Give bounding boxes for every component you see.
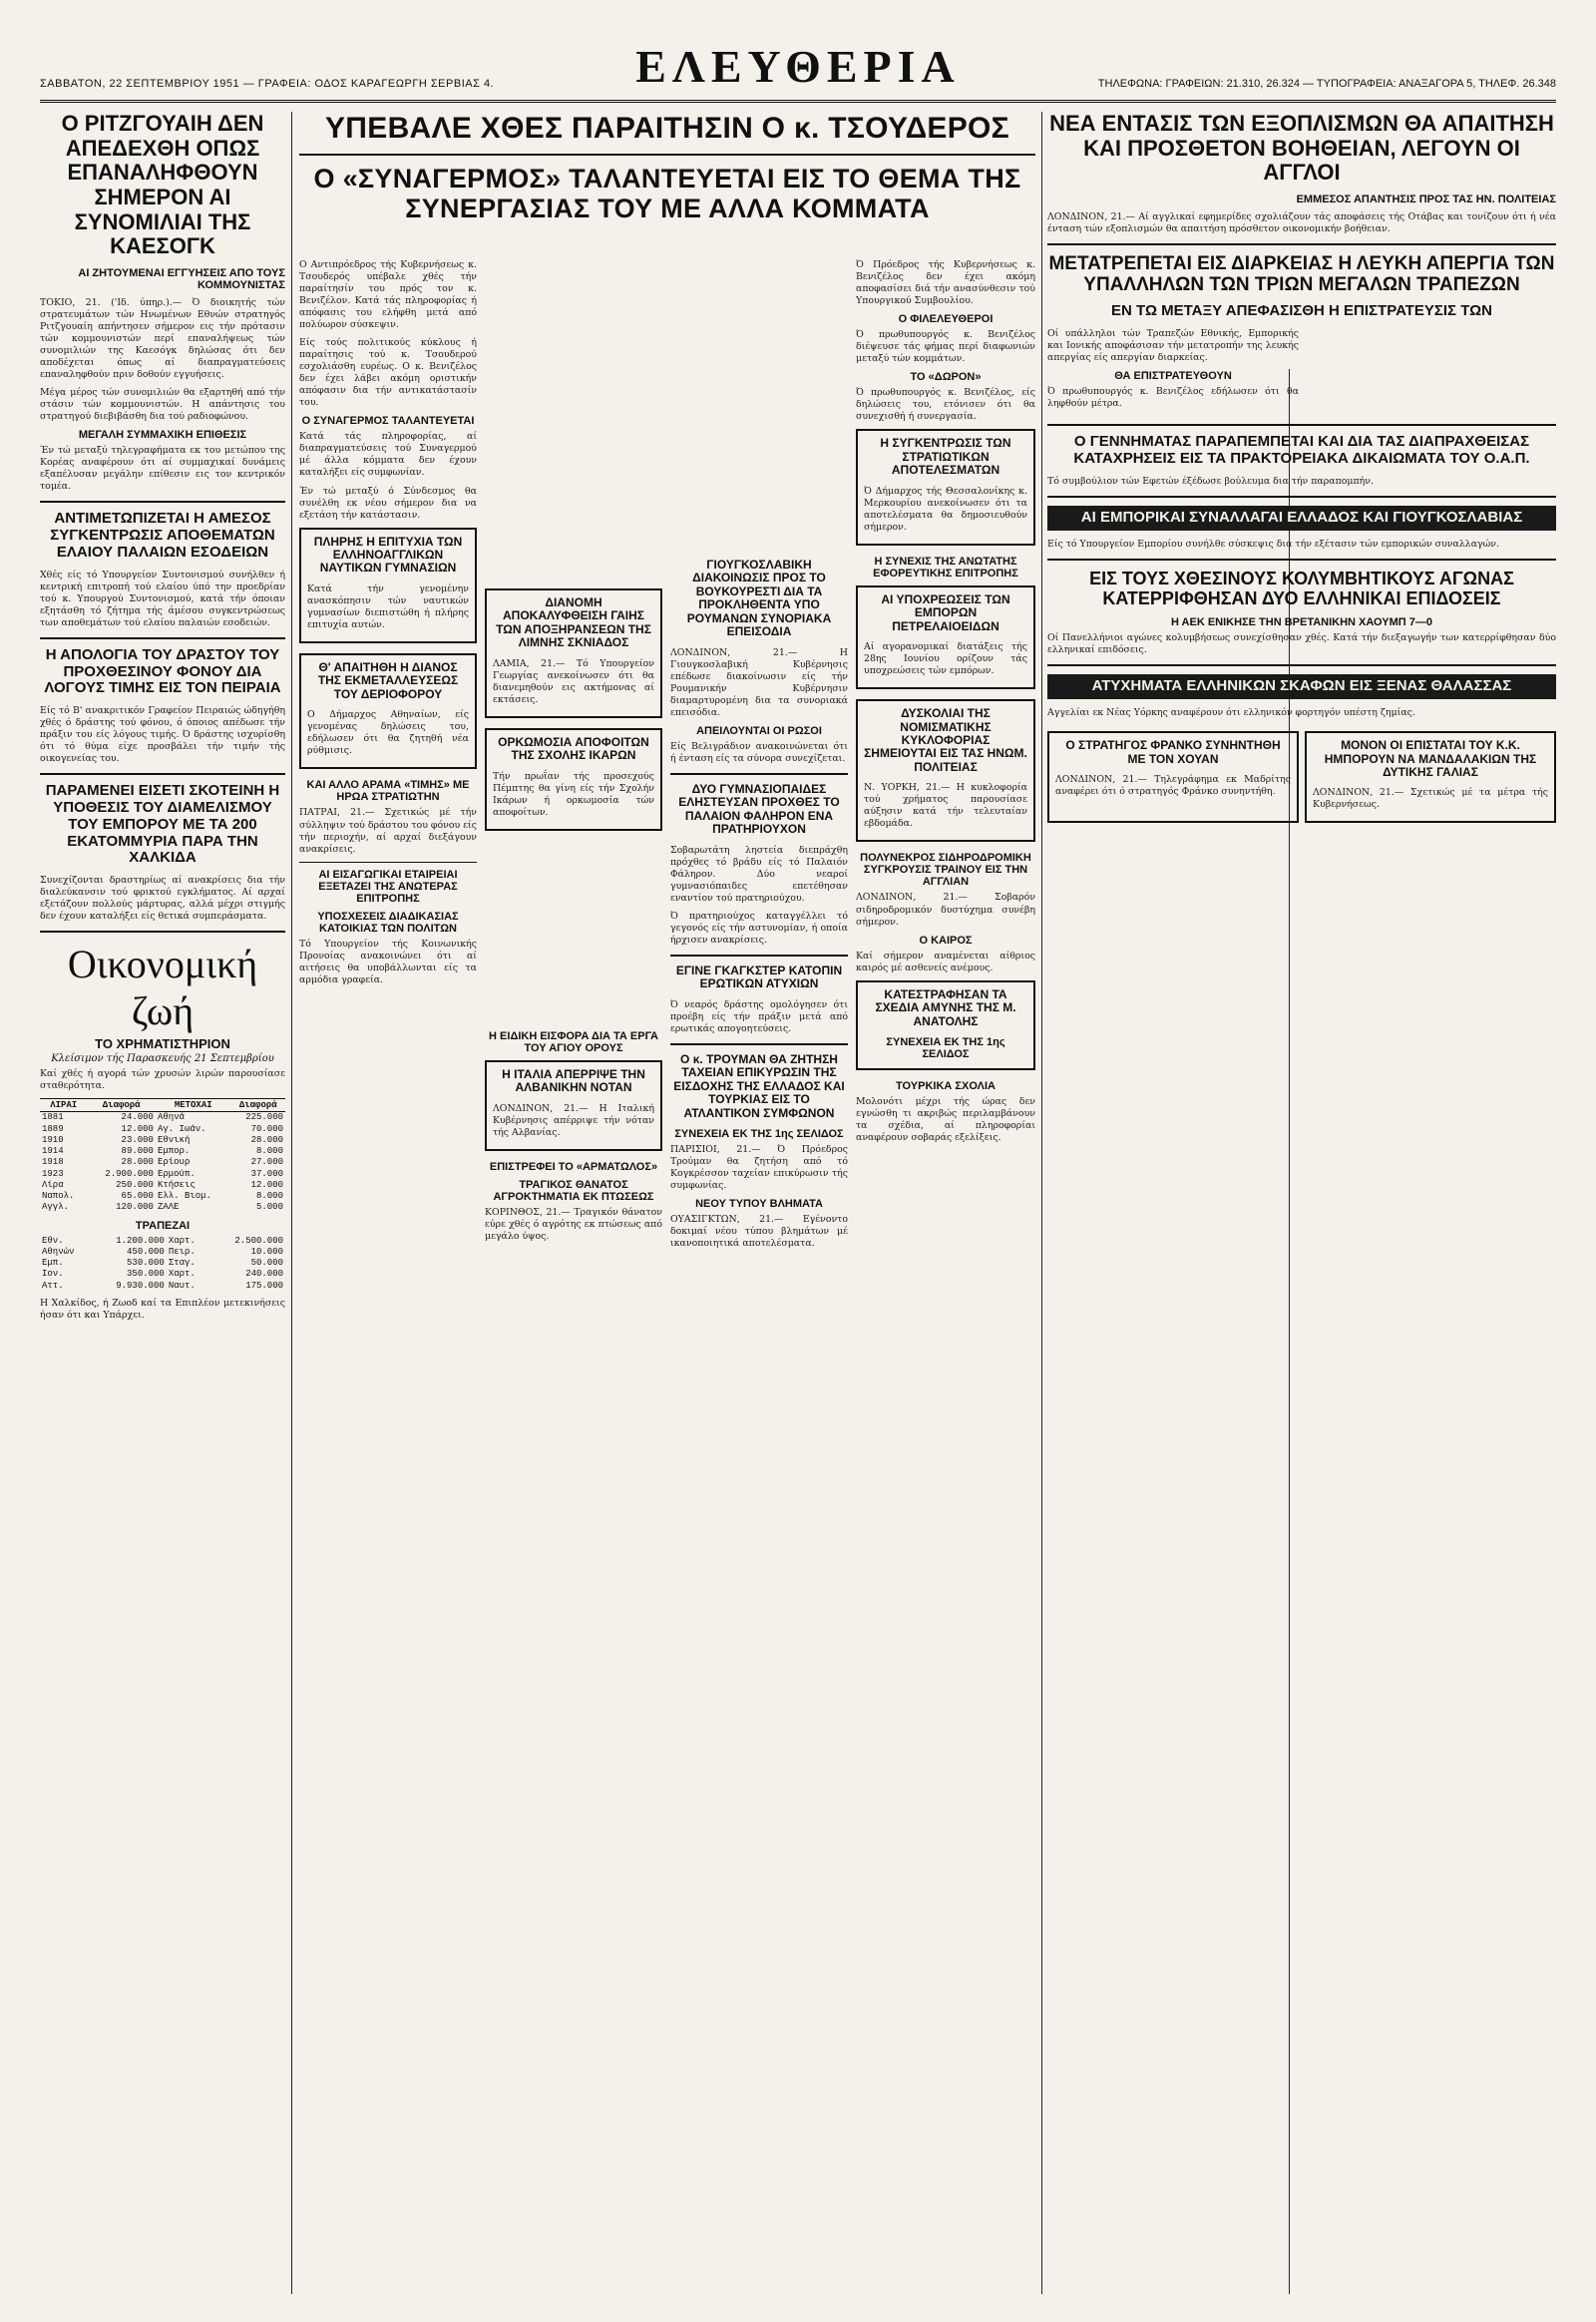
- table-cell: 240.000: [245, 1269, 283, 1280]
- box-headline: ΟΡΚΩΜΟΣΙΑ ΑΠΟΦΟΙΤΩΝ ΤΗΣ ΣΧΟΛΗΣ ΙΚΑΡΩΝ: [498, 734, 649, 763]
- newspaper-title: ΕΛΕΥΘΕΡΙΑ: [635, 41, 961, 92]
- divider: [1047, 424, 1556, 426]
- subheadline: ΑΙ ΖΗΤΟΥΜΕΝΑΙ ΕΓΓΥΗΣΕΙΣ ΑΠΟ ΤΟΥΣ ΚΟΜΜΟΥΝΙΣΤΑΣ: [78, 266, 285, 291]
- headline-ritzgouai: Ο ΡΙΤΖΓΟΥΑΙΗ ΔΕΝ ΑΠΕΔΕΧΘΗ ΟΠΩΣ ΕΠΑΝΑΛΗΦΘΟΥΝ ΣΗΜΕΡΟΝ ΑΙ ΣΥΝΟΜΙΛΙΑΙ ΤΗΣ ΚΑΕΣΟΓΚ: [61, 112, 264, 259]
- table-cell: 1910: [42, 1134, 64, 1145]
- box-headline: ΠΛΗΡΗΣ Η ΕΠΙΤΥΧΙΑ ΤΩΝ ΕΛΛΗΝΟΑΓΓΛΙΚΩΝ ΝΑΥΤΙΚΩΝ ΓΥΜΝΑΣΙΩΝ: [313, 534, 463, 576]
- news-box: [856, 980, 1035, 1070]
- table-cell: 2.900.000: [105, 1168, 154, 1179]
- table-cell: 2.500.000: [234, 1235, 283, 1246]
- table-cell: Αγγλ.: [42, 1202, 70, 1213]
- table-row: [40, 1247, 285, 1258]
- table-cell: Αγ. Ιωάν.: [157, 1123, 206, 1134]
- section-subhead: ΘΑ ΕΠΙΣΤΡΑΤΕΥΘΟΥΝ: [1114, 370, 1232, 383]
- news-box: [299, 653, 477, 769]
- box-headline: Η ΙΤΑΛΙΑ ΑΠΕΡΡΙΨΕ ΤΗΝ ΑΛΒΑΝΙΚΗΝ ΝΟΤΑΝ: [502, 1066, 645, 1095]
- article-text: ΤΟΚΙΟ, 21. ('Ιδ. ύπηρ.).— Ό διοικητής τών στρατευμάτων τών Ηνωμένων Εθνών στρατηγός Ριτζγουαίη απήντησεν σήμερον εις τήν πρότασιν τών κομμουνιστών περί επαναλήψεως τών συνομιλιών της Καεσόγκ δηλώσας ότι δεν αποδέχεται όπως αί διαπραγματεύσεις επαναληφθούν πριν δοθούν εγγυήσεις.: [40, 296, 285, 380]
- table-row: [40, 1169, 285, 1180]
- article-text: Τό Υπουργείον τής Κοινωνικής Προνοίας ανακοινώνει ότι αί αιτήσεις θα υποβάλλωνται είς τα αρμόδια γραφεία.: [299, 938, 477, 985]
- table-cell: Ερμούπ.: [157, 1168, 196, 1179]
- table-cell: Εθν.: [42, 1235, 64, 1246]
- table-cell: Ελλ. Βιομ.: [157, 1191, 211, 1202]
- table-cell: 12.000: [121, 1123, 154, 1134]
- column-2: [299, 259, 477, 2294]
- divider: [670, 773, 848, 775]
- section-subhead: ΠΟΛΥΝΕΚΡΟΣ ΣΙΔΗΡΟΔΡΟΜΙΚΗ ΣΥΓΚΡΟΥΣΙΣ ΤΡΑΙΝΟΥ ΕΙΣ ΤΗΝ ΑΓΓΛΙΑΝ: [860, 852, 1031, 889]
- news-box: [485, 728, 662, 831]
- section-subhead: Ο ΦΙΛΕΛΕΥΘΕΡΟΙ: [898, 313, 994, 326]
- headline-gymnasiopaides: ΔΥΟ ΓΥΜΝΑΣΙΟΠΑΙΔΕΣ ΕΛΗΣΤΕΥΣΑΝ ΠΡΟΧΘΕΣ ΤΟ ΠΑΛΑΙΟΝ ΦΑΛΗΡΟΝ ΕΝΑ ΠΡΑΤΗΡΙΟΥΧΟΝ: [678, 781, 840, 837]
- box-text: Αί αγορανομικαί διατάξεις τής 28ης Ιουνίου ορίζουν τάς υποχρεώσεις τών εμπόρων.: [864, 641, 1027, 677]
- divider: [1047, 559, 1556, 561]
- table-cell: 1.200.000: [116, 1235, 165, 1246]
- section-subhead: Ο ΚΑΙΡΟΣ: [919, 934, 973, 947]
- table-header: Διαφορά: [231, 1099, 285, 1112]
- article-text: Ο Αντιπρόεδρος τής Κυβερνήσεως κ. Τσουδερός υπέβαλε χθές τήν παραίτησίν του πρός τον κ. Βενιζέλον. Κατά τάς πληροφορίας ή απόφασις του ελήφθη μετά από πολύωρον σύσκεψιν.: [299, 259, 477, 331]
- table-cell: 1918: [42, 1157, 64, 1168]
- box-text: ΛΟΝΔΙΝΟΝ, 21.— Σχετικώς μέ τα μέτρα τής Κυβερνήσεως.: [1313, 787, 1548, 811]
- stock-exchange-title: ΤΟ ΧΡΗΜΑΤΙΣΤΗΡΙΟΝ: [95, 1036, 230, 1052]
- divider: [670, 955, 848, 957]
- banks-table: [40, 1236, 285, 1292]
- table-cell: 27.000: [250, 1157, 283, 1168]
- article-text: Είς Βελιγράδιον ανακοινώνεται ότι ή ένταση είς τα σύνορα συνεχίζεται.: [670, 740, 848, 764]
- table-cell: 8.000: [255, 1191, 283, 1202]
- box-headline: ΑΙ ΥΠΟΧΡΕΩΣΕΙΣ ΤΩΝ ΕΜΠΟΡΩΝ ΠΕΤΡΕΛΑΙΟΕΙΔΩΝ: [881, 591, 1010, 633]
- table-row: [40, 1202, 285, 1213]
- table-row: [40, 1146, 285, 1157]
- article-text: Συνεχίζονται δραστηρίως αί ανακρίσεις δια τήν διαλεύκανσιν τού φρικτού εγκλήματος. Αί αρχαί εξετάζουν πολλούς μάρτυρας, αλλά μέχρι στιγμής δεν έχουν καταλήξει είς θετικά συμπεράσματα.: [40, 875, 285, 923]
- table-cell: Κτήσεις: [157, 1179, 196, 1190]
- article-text: Κατά τάς πληροφορίας, αί διαπραγματεύσεις τού Συναγερμού μέ άλλα κόμματα δεν έχουν καταλήξει είς συμφωνίαν.: [299, 431, 477, 479]
- table-cell: ΖΑΛΕ: [157, 1202, 180, 1213]
- article-text: ΛΟΝΔΙΝΟΝ, 21.— Αί αγγλικαί εφημερίδες σχολιάζουν τάς αποφάσεις τής Οτάβας και τονίζουν ότι ή νέα ένταση τών εξοπλισμών θα απαιτήση πρόσθετον οικονομικήν βοήθειαν.: [1047, 210, 1556, 234]
- article-text: ΠΑΤΡΑΙ, 21.— Σχετικώς μέ τήν σύλληψιν τού δράστου του φόνου είς τήν περιοχήν, αί αρχαί διεξάγουν ανακρίσεις.: [299, 807, 477, 855]
- article-text: Ό πρωθυπουργός κ. Βενιζέλος διέψευσε τάς φήμας περί διαφωνιών μεταξύ τών κομμάτων.: [856, 329, 1035, 365]
- table-cell: Αθηνά: [157, 1112, 185, 1123]
- divider: [299, 154, 1035, 156]
- table-cell: Ναυτ.: [168, 1280, 196, 1291]
- table-cell: Λίρα: [42, 1179, 64, 1190]
- article-text: Έν τώ μεταξύ ό Σύνδεσμος θα συνέλθη εκ νέου σήμερον δια να εξετάση τήν κατάστασιν.: [299, 485, 477, 521]
- article-text: Καί σήμερον αναμένεται αίθριος καιρός μέ ασθενείς ανέμους.: [856, 950, 1035, 973]
- table-cell: 5.000: [255, 1202, 283, 1213]
- section-subhead: Ο ΣΥΝΑΓΕΡΜΟΣ ΤΑΛΑΝΤΕΥΕΤΑΙ: [301, 415, 475, 428]
- table-header: ΜΕΤΟΧΑΙ: [156, 1099, 231, 1112]
- table-row: [40, 1269, 285, 1280]
- subheadline: ΕΜΜΕΣΟΣ ΑΠΑΝΤΗΣΙΣ ΠΡΟΣ ΤΑΣ ΗΝ. ΠΟΛΙΤΕΙΑΣ: [1296, 193, 1556, 205]
- table-cell: 23.000: [121, 1134, 154, 1145]
- divider: [299, 862, 477, 863]
- box-text: ΛΟΝΔΙΝΟΝ, 21.— Η Ιταλική Κυβέρνησις απέρριψε τήν νόταν τής Αλβανίας.: [493, 1102, 654, 1138]
- news-box: [1305, 731, 1556, 823]
- box-headline: Η ΣΥΓΚΕΝΤΡΩΣΙΣ ΤΩΝ ΣΤΡΑΤΙΩΤΙΚΩΝ ΑΠΟΤΕΛΕΣΜΑΤΩΝ: [880, 436, 1011, 478]
- article-text: Είς τό Β' ανακριτικόν Γραφείον Πειραιώς ώδηγήθη χθές ό δράστης τού φόνου, ό όποιος απέδωσε τήν πράξιν του είς λόγους τιμής. Ό δράστης ισχυρίσθη ότι τό θύμα είχε προσβάλει τήν τιμήν τής οικογενείας του.: [40, 705, 285, 765]
- center-banner: [299, 112, 1035, 251]
- section-subhead: ΕΠΙΣΤΡΕΦΕΙ ΤΟ «ΑΡΜΑΤΩΛΟΣ»: [489, 1160, 658, 1173]
- table-cell: Ερίουρ: [157, 1157, 191, 1168]
- table-row: [40, 1135, 285, 1146]
- main-headline: Ο «ΣΥΝΑΓΕΡΜΟΣ» ΤΑΛΑΝΤΕΥΕΤΑΙ ΕΙΣ ΤΟ ΘΕΜΑ ΤΗΣ ΣΥΝΕΡΓΑΣΙΑΣ ΤΟΥ ΜΕ ΑΛΛΑ ΚΟΜΜΑΤΑ: [313, 163, 1021, 223]
- continuation-note: ΣΥΝΕΧΕΙΑ ΕΚ ΤΗΣ 1ης ΣΕΛΙΔΟΣ: [886, 1035, 1005, 1060]
- table-cell: 65.000: [121, 1191, 154, 1202]
- table-cell: Χαρτ.: [168, 1235, 196, 1246]
- table-cell: 37.000: [250, 1168, 283, 1179]
- table-cell: 9.930.000: [116, 1280, 165, 1291]
- table-cell: 70.000: [250, 1123, 283, 1134]
- box-headline: ΔΙΑΝΟΜΗ ΑΠΟΚΑΛΥΦΘΕΙΣΗ ΓΑΙΗΣ ΤΩΝ ΑΠΟΞΗΡΑΝΣΕΩΝ ΤΗΣ ΛΙΜΝΗΣ ΣΚΝΙΑΔΟΣ: [496, 595, 651, 650]
- article-text: Ό πρωθυπουργός κ. Βενιζέλος, είς δηλώσεις του, ετόνισεν ότι θα συνεχισθή ή συνεργασία.: [856, 387, 1035, 423]
- headline-gennimatas: Ο ΓΕΝΝΗΜΑΤΑΣ ΠΑΡΑΠΕΜΠΕΤΑΙ ΚΑΙ ΔΙΑ ΤΑΣ ΔΙΑΠΡΑΧΘΕΙΣΑΣ ΚΑΤΑΧΡΗΣΕΙΣ ΕΙΣ ΤΑ ΠΡΑΚΤΟΡΕΙΑΚΑ ΔΙΚΑΙΩΜΑΤΑ ΤΟΥ Ο.Α.Π.: [1073, 433, 1530, 468]
- table-row: [40, 1281, 285, 1292]
- headline-diamelismos: ΠΑΡΑΜΕΝΕΙ ΕΙΣΕΤΙ ΣΚΟΤΕΙΝΗ Η ΥΠΟΘΕΣΙΣ ΤΟΥ ΔΙΑΜΕΛΙΣΜΟΥ ΤΟΥ ΕΜΠΟΡΟΥ ΜΕ ΤΑ 200 ΕΚΑΤΟΜΜΥΡΙΑ ΠΑΡΑ ΤΗΝ ΧΑΛΚΙΔΑ: [45, 782, 280, 867]
- article-text: ΟΥΑΣΙΓΚΤΩΝ, 21.— Εγένοντο δοκιμαί νέου τύπου βλημάτων μέ ικανοποιητικά αποτελέσματα.: [670, 1214, 848, 1250]
- article-text: Έν τώ μεταξύ τηλεγραφήματα εκ του μετώπου της Κορέας αναφέρουν ότι αί συμμαχικαί δυνάμεις εξαπέλυσαν μεγάλην επίθεσιν εις τον κεντρικόν τομέα.: [40, 445, 285, 493]
- masthead-date-address: ΣΑΒΒΑΤΟΝ, 22 ΣΕΠΤΕΜΒΡΙΟΥ 1951 — ΓΡΑΦΕΙΑ: ΟΔΟΣ ΚΑΡΑΓΕΩΡΓΗ ΣΕΡΒΙΑΣ 4.: [40, 78, 495, 90]
- headline-gangster: ΕΓΙΝΕ ΓΚΑΓΚΣΤΕΡ ΚΑΤΟΠΙΝ ΕΡΩΤΙΚΩΝ ΑΤΥΧΙΩΝ: [675, 963, 843, 991]
- table-cell: 50.000: [250, 1258, 283, 1269]
- news-box: [1047, 731, 1299, 823]
- table-cell: 1914: [42, 1146, 64, 1157]
- table-cell: 530.000: [127, 1258, 165, 1269]
- banks-subhead: ΤΡΑΠΕΖΑΙ: [135, 1219, 191, 1232]
- table-cell: Χαρτ.: [168, 1269, 196, 1280]
- table-row: [40, 1112, 285, 1124]
- article-text: Είς τούς πολιτικούς κύκλους ή παραίτησις τού κ. Τσουδερού εσχολιάσθη ευρέως. Ο κ. Βενιζέλος δεν έχει λάβει ακόμη οριστικήν απόφασιν δια τήν αντικατάστασίν του.: [299, 337, 477, 409]
- stock-exchange-date: Κλείσιμον τής Παρασκευής 21 Σεπτεμβρίου: [51, 1053, 274, 1065]
- box-headline: Ο ΣΤΡΑΤΗΓΟΣ ΦΡΑΝΚΟ ΣΥΝΗΝΤΗΘΗ ΜΕ ΤΟΝ ΧΟΥΑΝ: [1065, 738, 1281, 766]
- article-text: Οί Πανελλήνιοι αγώνες κολυμβήσεως συνεχίσθησαν χθές. Κατά τήν διεξαγωγήν των κατερρίφθησαν δύο ελληνικαί επιδόσεις.: [1047, 632, 1556, 656]
- headline-elaiou: ΑΝΤΙΜΕΤΩΠΙΖΕΤΑΙ Η ΑΜΕΣΟΣ ΣΥΓΚΕΝΤΡΩΣΙΣ ΑΠΟΘΕΜΑΤΩΝ ΕΛΑΙΟΥ ΠΑΛΑΙΩΝ ΕΣΟΔΕΙΩΝ: [50, 510, 275, 561]
- column-divider: [291, 112, 292, 2294]
- article-text: Ό νεαρός δράστης ομολόγησεν ότι προέβη είς τήν πράξιν μετά από ερωτικάς απογοητεύσεις.: [670, 998, 848, 1034]
- table-cell: 350.000: [127, 1269, 165, 1280]
- bottom-boxes: [1047, 725, 1556, 833]
- table-cell: 1889: [42, 1123, 64, 1134]
- divider: [1047, 664, 1556, 666]
- table-cell: Εθνική: [157, 1134, 191, 1145]
- table-cell: 175.000: [245, 1280, 283, 1291]
- table-cell: Πειρ.: [168, 1246, 196, 1257]
- box-headline: ΚΑΤΕΣΤΡΑΦΗΣΑΝ ΤΑ ΣΧΕΔΙΑ ΑΜΥΝΗΣ ΤΗΣ Μ. ΑΝΑΤΟΛΗΣ: [875, 986, 1016, 1028]
- article-text: ΛΟΝΔΙΝΟΝ, 21.— Η Γιουγκοσλαβική Κυβέρνησις επέδωσε διακοίνωσιν είς τήν Ρουμανικήν Κυβέρνησιν διαμαρτυρομένη δια τα συνοριακά επεισόδια.: [670, 646, 848, 718]
- table-cell: 8.000: [255, 1146, 283, 1157]
- box-headline: Θ' ΑΠΑΙΤΗΘΗ Η ΔΙΑΝΟΣ ΤΗΣ ΕΚΜΕΤΑΛΛΕΥΣΕΩΣ ΤΟΥ ΔΕΡΙΟΦΟΡΟΥ: [317, 660, 459, 701]
- article-text: ΠΑΡΙΣΙΟΙ, 21.— Ό Πρόεδρος Τρούμαν θα ζητήση από τό Κογκρέσσον ταχείαν επικύρωσιν τής συμφωνίας.: [670, 1144, 848, 1192]
- section-subhead: ΤΟ «ΔΩΡΟΝ»: [910, 371, 982, 384]
- section-subhead: ΝΕΟΥ ΤΥΠΟΥ ΒΛΗΜΑΤΑ: [695, 1198, 823, 1211]
- section-subhead: ΥΠΟΣΧΕΣΕΙΣ ΔΙΑΔΙΚΑΣΙΑΣ ΚΑΤΟΙΚΙΑΣ ΤΩΝ ΠΟΛΙΤΩΝ: [317, 910, 459, 935]
- financial-title: Οικονομική ζωή: [67, 942, 258, 1034]
- column-4: [670, 259, 848, 2294]
- headline-kolymvisi: ΕΙΣ ΤΟΥΣ ΧΘΕΣΙΝΟΥΣ ΚΟΛΥΜΒΗΤΙΚΟΥΣ ΑΓΩΝΑΣ ΚΑΤΕΡΡΙΦΘΗΣΑΝ ΔΥΟ ΕΛΛΗΝΙΚΑΙ ΕΠΙΔΟΣΕΙΣ: [1089, 568, 1514, 609]
- financial-section: [40, 941, 285, 1322]
- divider: [670, 1043, 848, 1045]
- article-text: Μέγα μέρος τών συνομιλιών θα εξαρτηθή από τήν στάσιν τών κομμουνιστών. Η απάντησις του στρατηγού διεβιβάσθη δια τού ραδιοφώνου.: [40, 386, 285, 423]
- masthead: [40, 40, 1556, 103]
- table-row: [40, 1191, 285, 1202]
- divider: [40, 773, 285, 775]
- section-subhead: ΜΕΓΑΛΗ ΣΥΜΜΑΧΙΚΗ ΕΠΙΘΕΣΙΣ: [78, 429, 247, 442]
- table-cell: Εμπορ.: [157, 1146, 191, 1157]
- headline-yugoslav: ΓΙΟΥΓΚΟΣΛΑΒΙΚΗ ΔΙΑΚΟΙΝΩΣΙΣ ΠΡΟΣ ΤΟ ΒΟΥΚΟΥΡΕΣΤΙ ΔΙΑ ΤΑ ΠΡΟΚΛΗΘΕΝΤΑ ΥΠΟ ΡΟΥΜΑΝΩΝ ΣΥΝΟΡΙΑΚΑ ΕΠΕΙΣΟΔΙΑ: [686, 558, 832, 639]
- box-text: ΛΟΝΔΙΝΟΝ, 21.— Τηλεγράφημα εκ Μαδρίτης αναφέρει ότι ό στρατηγός Φράνκο συνηντήθη.: [1055, 773, 1291, 797]
- table-row: [40, 1157, 285, 1168]
- banner-headline: ΥΠΕΒΑΛΕ ΧΘΕΣ ΠΑΡΑΙΤΗΣΙΝ Ο κ. ΤΣΟΥΔΕΡΟΣ: [324, 112, 1009, 145]
- news-box: [299, 528, 477, 643]
- section-subhead: ΑΠΕΙΛΟΥΝΤΑΙ ΟΙ ΡΩΣΟΙ: [696, 724, 822, 737]
- article-text: Οί υπάλληλοι τών Τραπεζών Εθνικής, Εμπορικής και Ιονικής αποφάσισαν τήν μετατροπήν της λευκής απεργίας είς απεργίαν διαρκείας.: [1047, 328, 1299, 364]
- headline-synallagai: ΑΙ ΕΜΠΟΡΙΚΑΙ ΣΥΝΑΛΛΑΓΑΙ ΕΛΛΑΔΟΣ ΚΑΙ ΓΙΟΥΓΚΟΣΛΑΒΙΑΣ: [1047, 506, 1556, 531]
- box-text: Κατά τήν γενομένην ανασκόπησιν τών ναυτικών γυμνασίων διεπιστώθη ή πλήρης επιτυχία αυτών.: [307, 582, 469, 630]
- financial-footer: Η Χαλκίδος, ή Ζωοδ καί τα Επιπλέον μετεκινήσεις ήσαν ότι και Υπάρχει.: [40, 1297, 285, 1321]
- table-cell: 24.000: [121, 1112, 154, 1123]
- financial-intro: Καί χθές ή αγορά τών χρυσών λιρών παρουσίασε σταθερότητα.: [40, 1068, 285, 1092]
- news-box: [856, 699, 1035, 842]
- article-text: Τό συμβούλιον τών Εφετών έξέδωσε βούλευμα δια τήν παραπομπήν.: [1047, 476, 1374, 488]
- box-text: Ν. ΥΟΡΚΗ, 21.— Η κυκλοφορία τού χρήματος παρουσίασε αύξησιν κατά τήν τελευταίαν εβδομάδα.: [864, 782, 1027, 830]
- table-header: ΛΙΡΑΙ: [40, 1099, 87, 1112]
- section-subhead: ΚΑΙ ΑΛΛΟ ΑΡΑΜΑ «ΤΙΜΗΣ» ΜΕ ΗΡΩΑ ΣΤΡΑΤΙΩΤΗΝ: [306, 779, 470, 804]
- headline-apologia: Η ΑΠΟΛΟΓΙΑ ΤΟΥ ΔΡΑΣΤΟΥ ΤΟΥ ΠΡΟΧΘΕΣΙΝΟΥ ΦΟΝΟΥ ΔΙΑ ΛΟΓΟΥΣ ΤΙΜΗΣ ΕΙΣ ΤΟΝ ΠΕΙΡΑΙΑ: [44, 645, 281, 697]
- continuation-note: ΣΥΝΕΧΕΙΑ ΕΚ ΤΗΣ 1ης ΣΕΛΙΔΟΣ: [674, 1128, 844, 1141]
- box-text: Ο Δήμαρχος Αθηναίων, είς γενομένας δηλώσεις του, εδήλωσεν ότι θα ζητηθή νέα ρύθμισις.: [307, 709, 469, 757]
- newspaper-page: [40, 40, 1556, 2294]
- article-text: Ό Πρόεδρος τής Κυβερνήσεως κ. Βενιζέλος δεν έχει ακόμη αποφασίσει διά τήν ανασύνθεσιν τού Υπουργικού Συμβουλίου.: [856, 259, 1035, 307]
- two-col-text: [1047, 328, 1556, 416]
- subheadline-apergia: ΕΝ ΤΩ ΜΕΤΑΞΥ ΑΠΕΦΑΣΙΣΘΗ Η ΕΠΙΣΤΡΑΤΕΥΣΙΣ ΤΩΝ: [1111, 302, 1492, 320]
- article-text: Αγγελίαι εκ Νέας Υόρκης αναφέρουν ότι ελληνικόν φορτηγόν υπέστη ζημίας.: [1047, 707, 1415, 719]
- masthead-phones: ΤΗΛΕΦΩΝΑ: ΓΡΑΦΕΙΩΝ: 21.310, 26.324 — ΤΥΠΟΓΡΑΦΕΙΑ: ΑΝΑΞΑΓΟΡΑ 5, ΤΗΛΕΦ. 26.348: [1097, 78, 1556, 90]
- headline-truman: Ο κ. ΤΡΟΥΜΑΝ ΘΑ ΖΗΤΗΣΗ ΤΑΧΕΙΑΝ ΕΠΙΚΥΡΩΣΙΝ ΤΗΣ ΕΙΣΔΟΧΗΣ ΤΗΣ ΕΛΛΑΔΟΣ ΚΑΙ ΤΟΥΡΚΙΑΣ ΕΙΣ ΤΟ ΑΤΛΑΝΤΙΚΟΝ ΣΥΜΦΩΝΟΝ: [673, 1051, 845, 1120]
- table-cell: 28.000: [121, 1157, 154, 1168]
- news-box: [856, 585, 1035, 689]
- article-text: Ό πρωθυπουργός κ. Βενιζέλος εδήλωσεν ότι θα ληφθούν μέτρα.: [1047, 386, 1299, 410]
- headline-atyximata: ΑΤΥΧΗΜΑΤΑ ΕΛΛΗΝΙΚΩΝ ΣΚΑΦΩΝ ΕΙΣ ΞΕΝΑΣ ΘΑΛΑΣΣΑΣ: [1047, 674, 1556, 699]
- article-text: Ό πρατηριούχος καταγγέλλει τό γεγονός είς τήν αστυνομίαν, ή οποία ήρχισεν ανακρίσεις.: [670, 910, 848, 946]
- headline-exoplismoi: ΝΕΑ ΕΝΤΑΣΙΣ ΤΩΝ ΕΞΟΠΛΙΣΜΩΝ ΘΑ ΑΠΑΙΤΗΣΗ ΚΑΙ ΠΡΟΣΘΕΤΟΝ ΒΟΗΘΕΙΑΝ, ΛΕΓΟΥΝ ΟΙ ΑΓΓΛΟΙ: [1049, 112, 1554, 186]
- table-header: Διαφορά: [87, 1099, 156, 1112]
- table-cell: 89.000: [121, 1146, 154, 1157]
- table-cell: Ναπολ.: [42, 1191, 75, 1202]
- table-row: [40, 1180, 285, 1191]
- article-text: ΛΟΝΔΙΝΟΝ, 21.— Σοβαρόν σιδηροδρομικόν δυστύχημα συνέβη σήμερον.: [856, 892, 1035, 928]
- news-box: [485, 1060, 662, 1151]
- table-cell: Αθηνών: [42, 1246, 75, 1257]
- prices-table: [40, 1098, 285, 1213]
- column-3: [485, 259, 662, 2294]
- box-headline: ΔΥΣΚΟΛΙΑΙ ΤΗΣ ΝΟΜΙΣΜΑΤΙΚΗΣ ΚΥΚΛΟΦΟΡΙΑΣ ΣΗΜΕΙΟΥΤΑΙ ΕΙΣ ΤΑΣ ΗΝΩΜ. ΠΟΛΙΤΕΙΑΣ: [864, 706, 1027, 774]
- table-cell: 10.000: [250, 1246, 283, 1257]
- news-box: [485, 588, 662, 718]
- table-cell: 1881: [42, 1112, 64, 1123]
- article-text: Μολονότι μέχρι τής ώρας δεν εγνώσθη τι ακριβώς περιλαμβάνουν τα σχέδια, αί πληροφορίαι αναφέρουν σοβαράς εξελίξεις.: [856, 1095, 1035, 1144]
- table-cell: 1923: [42, 1168, 64, 1179]
- news-box: [856, 429, 1035, 545]
- column-divider: [1041, 112, 1042, 2294]
- article-text: Χθές είς τό Υπουργείον Συντονισμού συνήλθεν ή κεντρική επιτροπή τού ελαίου ύπό την προεδρίαν τού κ. Υπουργού Συντονισμού, κατά τήν όποιαν εξητάσθη τό ζήτημα τής άμέσου συγκεντρώσεως των αποθεμάτων τού ελαίου παλαιών εσοδειών.: [40, 569, 285, 628]
- table-cell: Εμπ.: [42, 1258, 64, 1269]
- section-subhead: Η ΣΥΝΕΧΙΣ ΤΗΣ ΑΝΩΤΑΤΗΣ ΕΦΟΡΕΥΤΙΚΗΣ ΕΠΙΤΡΟΠΗΣ: [873, 555, 1018, 580]
- divider: [1047, 496, 1556, 498]
- box-text: ΛΑΜΙΑ, 21.— Τό Υπουργείον Γεωργίας ανεκοίνωσεν ότι θα διανεμηθούν εις ακτήμονας αί εκτάσεις.: [493, 657, 654, 705]
- section-subhead: ΤΡΑΓΙΚΟΣ ΘΑΝΑΤΟΣ ΑΓΡΟΚΤΗΜΑΤΙΑ ΕΚ ΠΤΩΣΕΩΣ: [493, 1178, 654, 1203]
- column-1: [40, 112, 285, 2294]
- table-cell: Σταγ.: [168, 1258, 196, 1269]
- column-5: [856, 259, 1035, 2294]
- divider: [1047, 243, 1556, 245]
- box-headline: ΜΟΝΟΝ ΟΙ ΕΠΙΣΤΑΤΑΙ ΤΟΥ Κ.Κ. ΗΜΠΟΡΟΥΝ ΝΑ ΜΑΝΔΑΛΑΚΙΩΝ ΤΗΣ ΔΥΤΙΚΗΣ ΓΑΛΙΑΣ: [1324, 738, 1537, 779]
- section-subhead: ΑΙ ΕΙΣΑΓΩΓΙΚΑΙ ΕΤΑΙΡΕΙΑΙ ΕΞΕΤΑΖΕΙ ΤΗΣ ΑΝΩΤΕΡΑΣ ΕΠΙΤΡΟΠΗΣ: [318, 868, 458, 905]
- article-text: ΚΟΡΙΝΘΟΣ, 21.— Τραγικόν θάνατον εύρε χθές ό αγρότης εκ πτώσεως από μεγάλο ύψος.: [485, 1206, 662, 1242]
- table-row: [40, 1236, 285, 1247]
- divider: [40, 501, 285, 503]
- table-row: [40, 1124, 285, 1135]
- table-cell: 250.000: [116, 1179, 154, 1190]
- section-subhead: ΤΟΥΡΚΙΚΑ ΣΧΟΛΙΑ: [896, 1079, 996, 1092]
- table-cell: 12.000: [250, 1179, 283, 1190]
- box-text: Τήν πρωΐαν τής προσεχούς Πέμπτης θα γίνη είς τήν Σχολήν Ικάρων ή ορκωμοσία τών αποφοίτων.: [493, 770, 654, 818]
- box-text: Ό Δήμαρχος τής Θεσσαλονίκης κ. Μερκουρίου ανεκοίνωσεν ότι τα αποτελέσματα θα δημοσιευθούν σήμερον.: [864, 485, 1027, 533]
- table-row: [40, 1258, 285, 1269]
- column-6: [1047, 112, 1556, 2294]
- table-cell: Ιον.: [42, 1269, 64, 1280]
- divider: [40, 931, 285, 933]
- divider: [40, 637, 285, 639]
- table-cell: 450.000: [127, 1246, 165, 1257]
- section-subhead: Η ΑΕΚ ΕΝΙΚΗΣΕ ΤΗΝ ΒΡΕΤΑΝΙΚΗΝ ΧΑΟΥΜΠ 7—0: [1170, 616, 1433, 629]
- article-text: Σοβαρωτάτη ληστεία διεπράχθη πρόχθες τό βράδυ είς τό Παλαιόν Φάληρον. Δύο νεαροί γυμνασιόπαιδες επετέθησαν εναντίον τού πρατηριούχου.: [670, 844, 848, 904]
- table-cell: 225.000: [245, 1112, 283, 1123]
- section-subhead: Η ΕΙΔΙΚΗ ΕΙΣΦΟΡΑ ΔΙΑ ΤΑ ΕΡΓΑ ΤΟΥ ΑΓΙΟΥ ΟΡΟΥΣ: [489, 1029, 658, 1054]
- table-cell: 28.000: [250, 1134, 283, 1145]
- table-cell: Αττ.: [42, 1280, 64, 1291]
- table-cell: 120.000: [116, 1202, 154, 1213]
- headline-apergia: ΜΕΤΑΤΡΕΠΕΤΑΙ ΕΙΣ ΔΙΑΡΚΕΙΑΣ Η ΛΕΥΚΗ ΑΠΕΡΓΙΑ ΤΩΝ ΥΠΑΛΛΗΛΩΝ ΤΩΝ ΤΡΙΩΝ ΜΕΓΑΛΩΝ ΤΡΑΠΕΖΩΝ: [1048, 252, 1555, 296]
- article-text: Είς τό Υπουργείον Εμπορίου συνήλθε σύσκεψις δια τήν εξέτασιν τών εμπορικών συναλλαγών.: [1047, 538, 1499, 550]
